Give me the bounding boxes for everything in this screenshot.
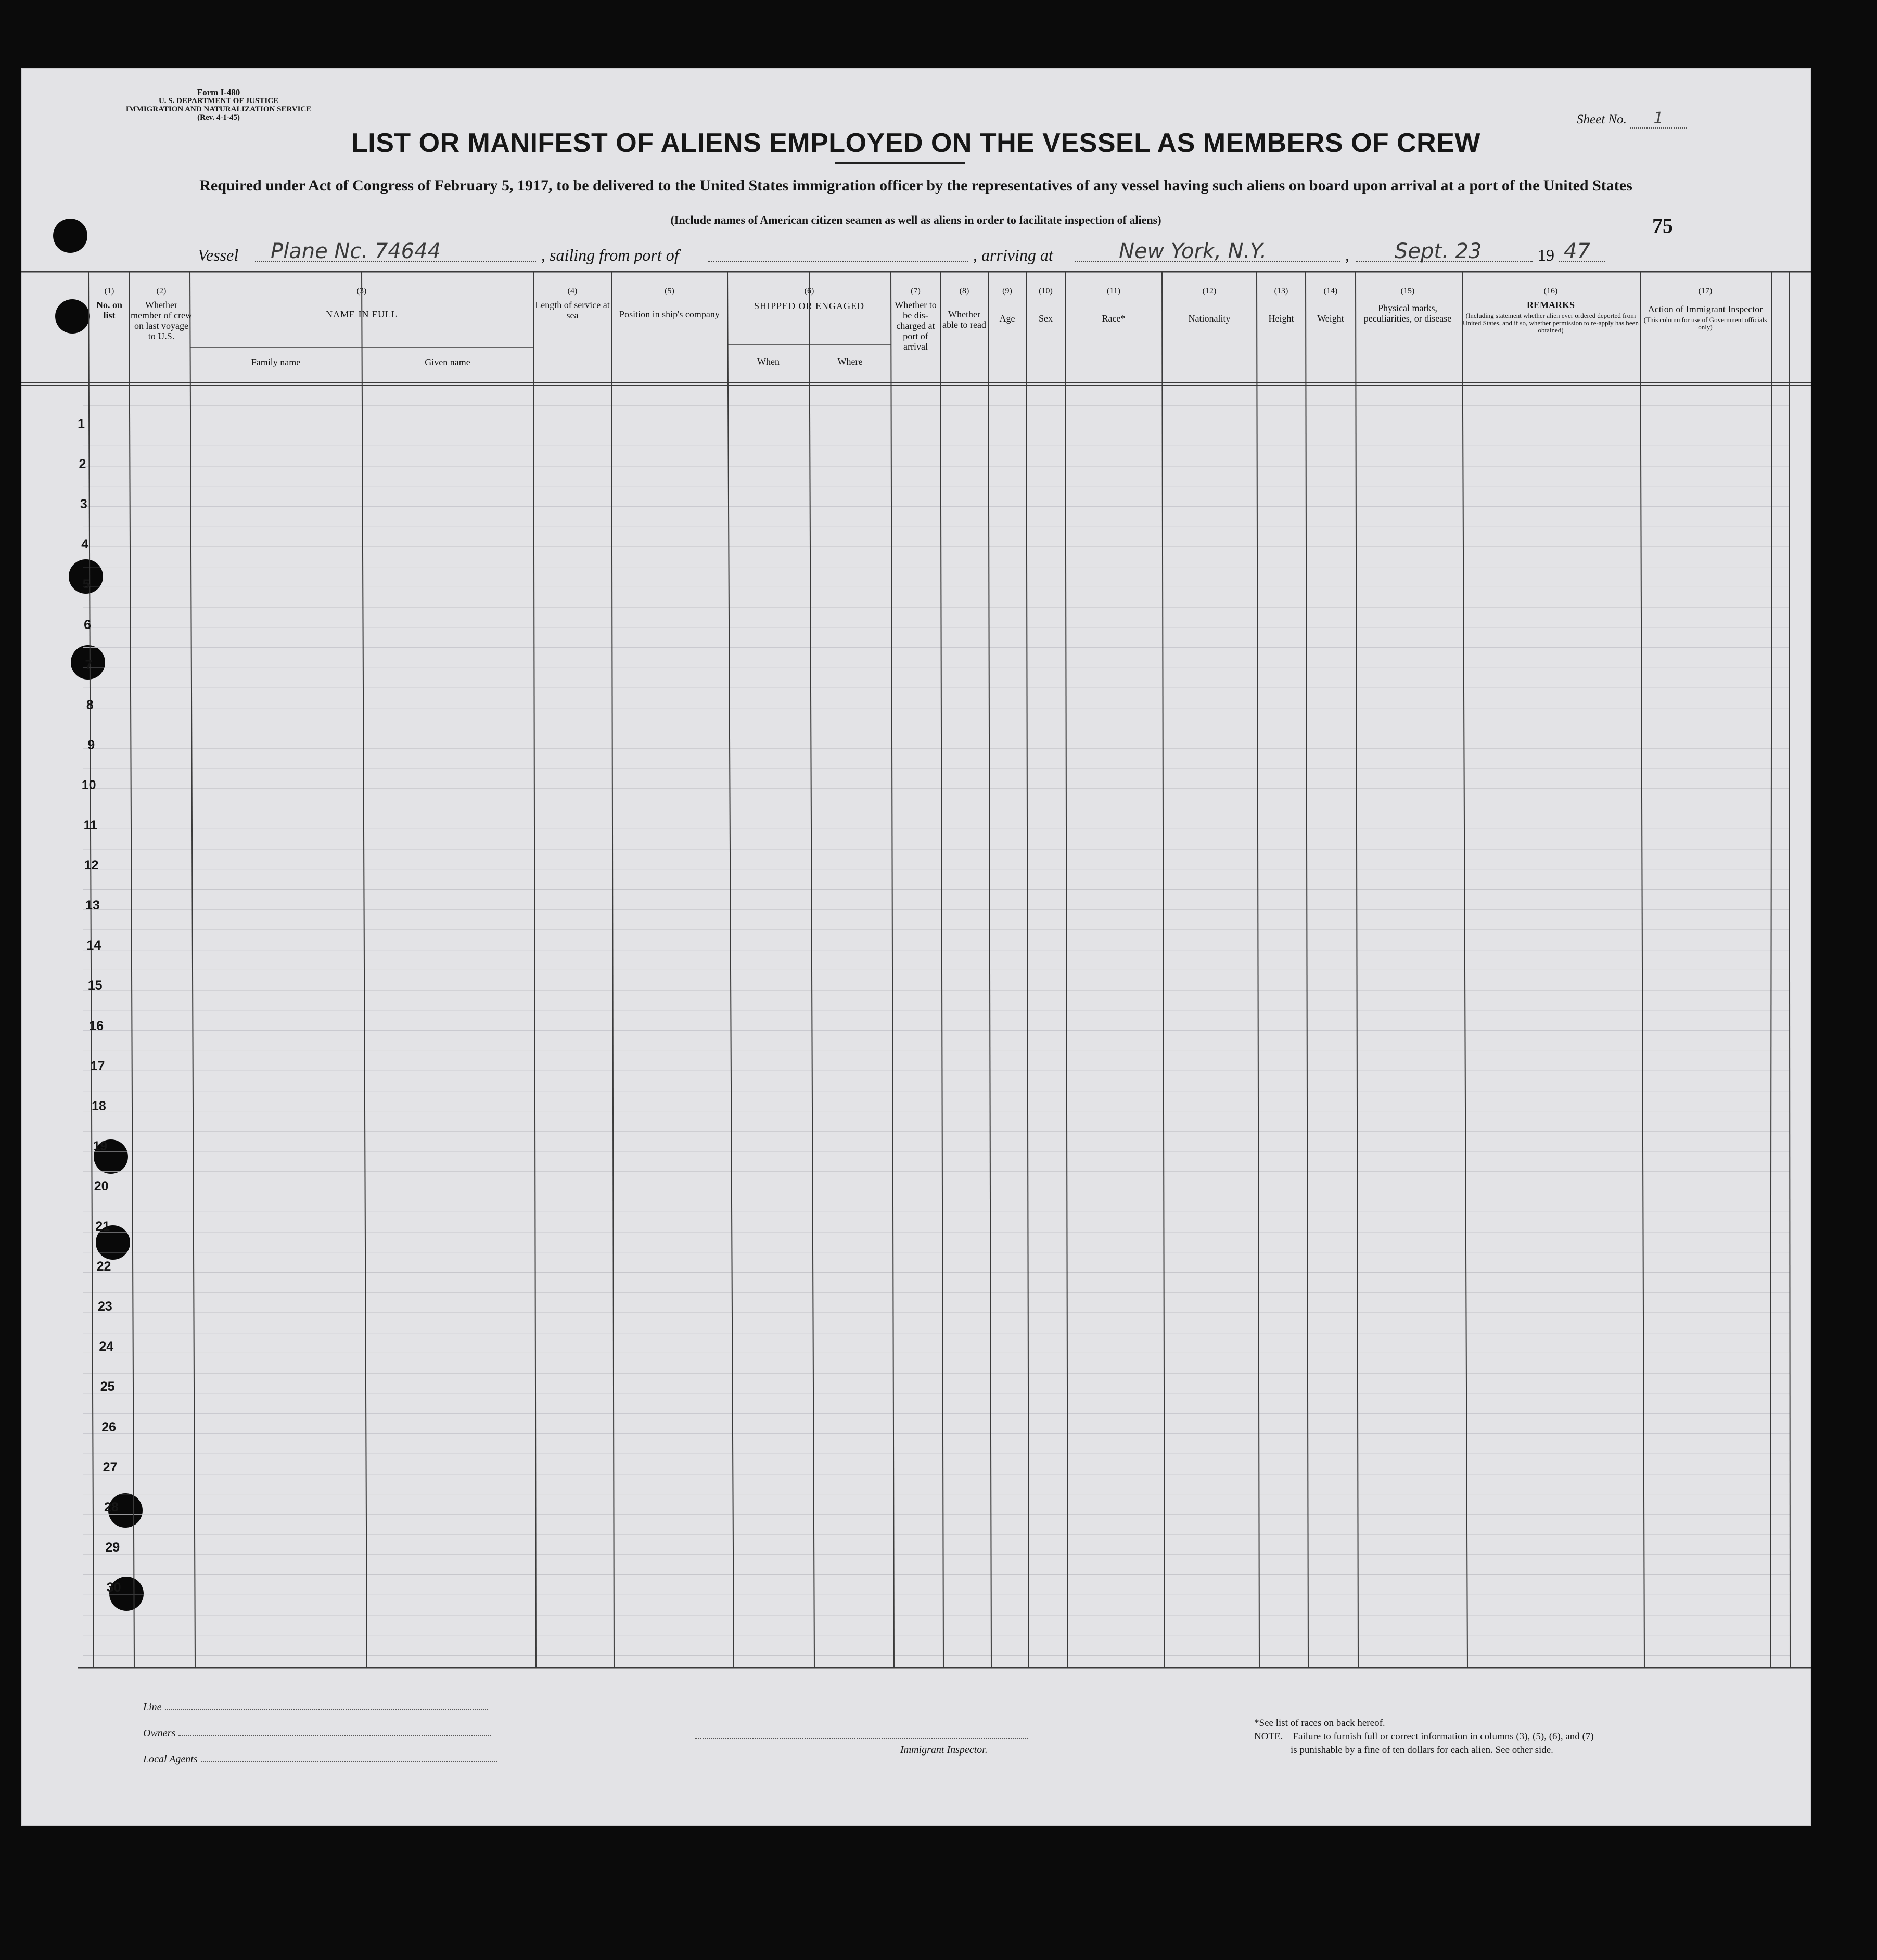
col-header-9: (9) Age [999, 287, 1015, 324]
row-number: 15 [87, 978, 103, 993]
arrival-year-field[interactable]: 47 [1564, 239, 1590, 263]
row-number: 13 [85, 898, 100, 913]
column-rule [190, 272, 195, 1668]
row-number: 29 [105, 1540, 120, 1555]
column-rule [940, 272, 943, 1668]
column-rule [362, 272, 367, 1668]
row-number: 5 [82, 577, 90, 592]
column-rule [129, 272, 134, 1668]
col-header-13: (13) Height [1268, 287, 1294, 324]
col-header-3: (3) NAME IN FULL [326, 287, 398, 319]
row-number: 21 [95, 1219, 110, 1234]
col-header-family-name: Family name [251, 357, 301, 367]
arrival-date-field[interactable]: Sept. 23 [1395, 239, 1482, 263]
row-number: 8 [86, 697, 94, 712]
column-rule [727, 272, 734, 1668]
column-rule [1162, 272, 1165, 1668]
col-header-15: (15) Physical marks, peculiarities, or disease [1363, 287, 1452, 324]
statute-text: Required under Act of Congress of February 5, 1917, to be delivered to the United States immigration officer by the representatives of any vessel having such aliens on board upon arrival at a port of the United States [199, 177, 1632, 194]
col-header-14: (14) Weight [1317, 287, 1344, 324]
row-number: 27 [103, 1459, 118, 1475]
year-prefix: 19 [1538, 246, 1554, 264]
col-header-when: When [757, 356, 780, 367]
row-number: 19 [93, 1138, 108, 1154]
col-header-5: (5) Position in ship's company [619, 287, 720, 319]
sheet-number-value[interactable]: 1 [1630, 109, 1687, 129]
column-rule [1257, 272, 1259, 1668]
form-revision: (Rev. 4-1-45) [197, 113, 240, 122]
col-header-4: (4) Length of service at sea [535, 287, 610, 321]
row-number: 30 [106, 1580, 121, 1595]
row-number: 7 [85, 657, 93, 672]
row-number: 3 [80, 497, 87, 512]
row-number: 14 [86, 938, 101, 953]
inspector-signature-line[interactable] [695, 1738, 1028, 1739]
arriving-port-field[interactable]: New York, N.Y. [1119, 239, 1267, 263]
instruction-text: (Include names of American citizen seamen as well as aliens in order to facilitate inspection of aliens) [670, 213, 1161, 226]
sheet-number-label: Sheet No. [1577, 112, 1627, 126]
races-note: *See list of races on back hereof. [1254, 1718, 1385, 1728]
vessel-label: Vessel [198, 246, 239, 264]
row-number: 23 [97, 1299, 112, 1314]
col-header-2: (2) Whether member of crew on last voyage to U.S. [131, 287, 192, 341]
row-number: 9 [87, 737, 95, 752]
row-number: 28 [104, 1500, 119, 1515]
row-number: 24 [99, 1339, 114, 1354]
row-number: 1 [78, 417, 85, 431]
column-rule [533, 272, 536, 1668]
col-header-1: (1) No. on list [96, 287, 122, 321]
col-header-16: (16) REMARKS (Including statement whether alien ever ordered deported from United States, and if so, whether permission to re-apply has been obtained) [1463, 287, 1639, 334]
col-header-11: (11) Race* [1102, 287, 1126, 324]
sailing-label: , sailing from port of [541, 246, 679, 264]
row-number: 11 [83, 818, 97, 832]
col-header-7: (7) Whether to be dis-charged at port of arrival [895, 287, 937, 352]
page-number: 75 [1652, 214, 1673, 237]
line-field[interactable]: Line [143, 1701, 488, 1713]
column-rule [1789, 272, 1790, 1668]
owners-field[interactable]: Owners [143, 1727, 491, 1739]
inspector-label: Immigrant Inspector. [900, 1744, 988, 1756]
row-number: 22 [96, 1259, 111, 1274]
col-header-8: (8) Whether able to read [942, 287, 986, 330]
page-title: LIST OR MANIFEST OF ALIENS EMPLOYED ON THE VESSEL AS MEMBERS OF CREW [351, 128, 1480, 158]
col-header-10: (10) Sex [1039, 287, 1053, 324]
col-header-6: (6) SHIPPED OR ENGAGED [754, 287, 864, 311]
vessel-name-field[interactable]: Plane Nc. 74644 [271, 239, 441, 263]
col-header-17: (17) Action of Immigrant Inspector (This column for use of Government officials only) [1643, 287, 1767, 331]
local-agents-field[interactable]: Local Agents [143, 1753, 497, 1765]
col-header-12: (12) Nationality [1188, 287, 1231, 324]
service-name: IMMIGRATION AND NATURALIZATION SERVICE [125, 105, 312, 113]
row-number: 18 [91, 1098, 106, 1113]
column-rule [988, 272, 991, 1668]
column-rule [1065, 272, 1068, 1668]
column-rule [891, 272, 894, 1668]
row-number: 2 [79, 457, 86, 472]
column-rule [809, 272, 814, 1668]
column-rule [1640, 272, 1644, 1668]
col-header-given-name: Given name [425, 357, 470, 367]
row-number: 16 [89, 1018, 104, 1033]
column-rule [611, 272, 614, 1668]
column-rule [1026, 272, 1029, 1668]
row-number: 17 [90, 1058, 105, 1073]
penalty-note-2: is punishable by a fine of ten dollars for each alien. See other side. [1291, 1745, 1553, 1756]
row-number: 20 [94, 1178, 109, 1194]
form-number: Form I-480 [197, 87, 240, 97]
row-number: 12 [84, 858, 99, 873]
column-rule [1770, 272, 1772, 1668]
row-number: 26 [101, 1419, 116, 1434]
arriving-label: , arriving at [973, 246, 1053, 264]
column-rule [88, 272, 94, 1668]
penalty-note-1: NOTE.—Failure to furnish full or correct information in columns (3), (5), (6), and (7) [1254, 1731, 1594, 1742]
row-number: 4 [81, 537, 89, 552]
column-rule [1306, 272, 1308, 1668]
row-number: 25 [100, 1379, 115, 1394]
col-header-where: Where [837, 356, 863, 367]
row-number: 10 [81, 777, 96, 792]
agency-name: U. S. DEPARTMENT OF JUSTICE [158, 97, 279, 105]
manifest-sheet: Form I-480 U. S. DEPARTMENT OF JUSTICE IMMIGRATION AND NATURALIZATION SERVICE (Rev. 4-1-45) Sheet No. 1 LIST OR MANIFEST OF ALIENS EMPLOYED ON THE VESSEL AS MEMBERS OF CREW Required under Act of Congress of February 5, 1917, to be delivered to the United States immigration officer by the representatives of any vessel having such aliens on board upon arrival at a port of the United States (Include names of American citizen seamen as well as aliens in order to facilitate inspection of aliens) 75 Vessel Plane Nc. 74644 , sailing from port of , arriving at New York, N.Y. , Sept. 23 19 47 (1) No. on list (2) Whether member of crew on last voyage to U.S. (3) NAME IN FULL Family name Given name (4) Length of service at sea (5) Position in ship's company (6) SHIPPED OR ENGAGED When Where (7) Whether to be dis-charged at port of arrival (8) Whether able to read (9) Age (10) Sex (11) Race* (12) Nationality (13) Height (14) Weight (15) Physical marks, peculiarities, or disease (16) REMARKS (Including statement whether alien ever ordered deported from United States, and if so, whether permission to re-apply has been obtained) (17) Action of Immigrant Inspector (This column for use of Government officials only) 1 2 3 4 5 6 7 8 9 10 11 12 13 14 15 16 17 18 19 20 21 22 23 24 25 26 27 28 29 30 Line Owners Local Agents Immigrant Inspector. *See list of races on back hereof. NOTE.—Failure to furnish full or correct information in columns (3), (5), (6), and (7) is punishable by a fine of ten dollars for each alien. See other side. [21, 68, 1811, 1826]
column-rule [1356, 272, 1358, 1668]
row-number: 6 [84, 617, 91, 632]
column-rule [1462, 272, 1467, 1668]
